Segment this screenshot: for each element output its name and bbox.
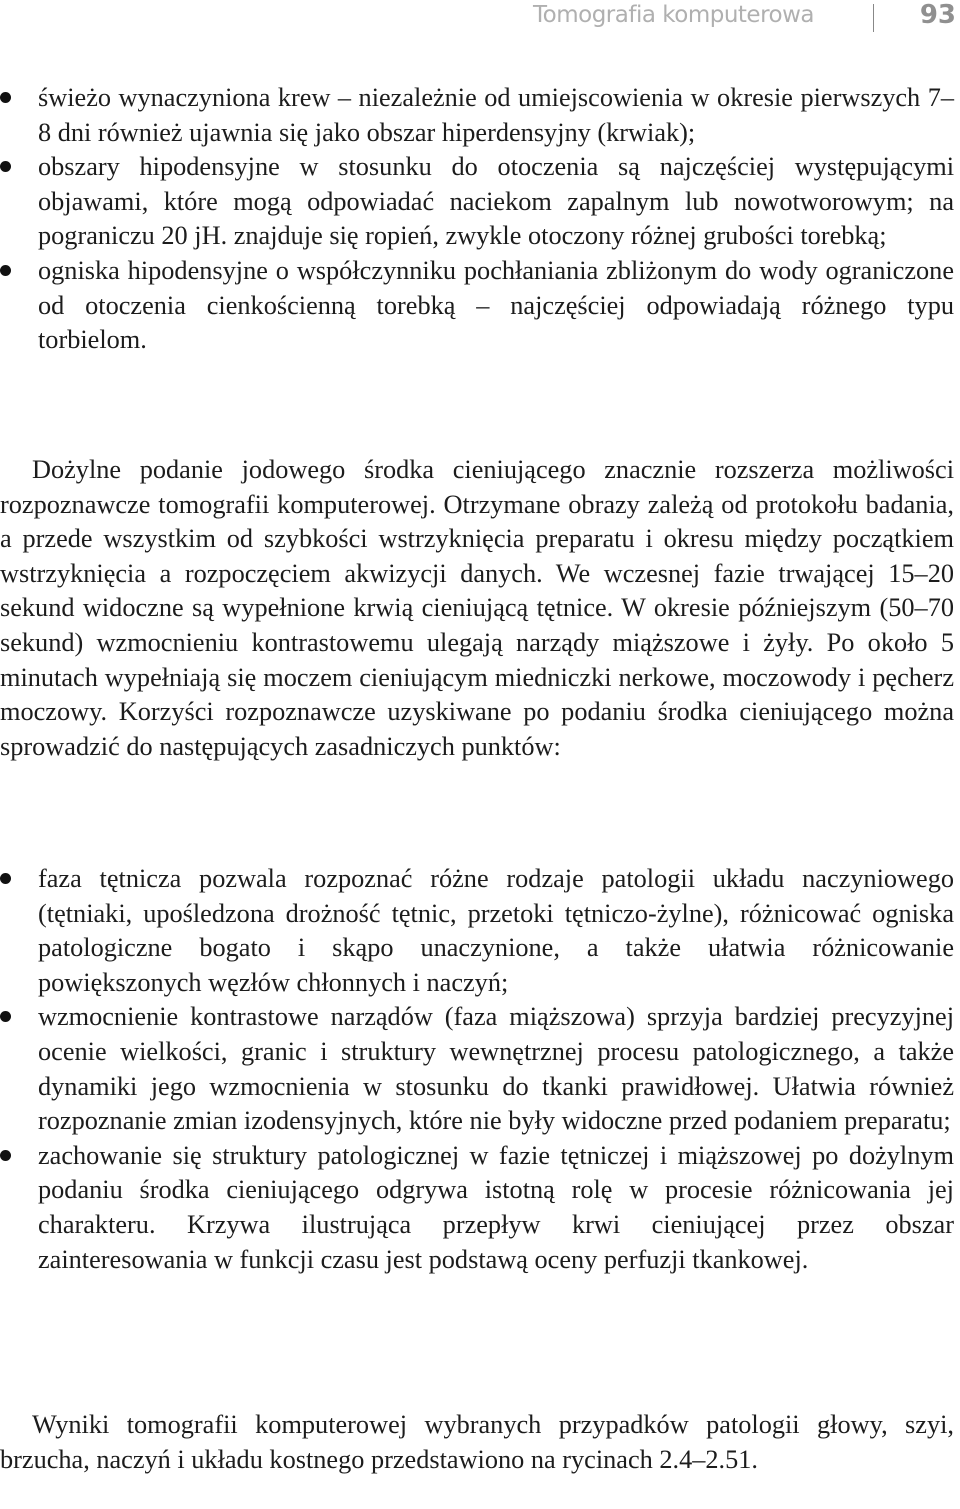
header-title: Tomografia komputerowa xyxy=(533,2,814,28)
list-item xyxy=(0,862,954,1000)
bullet-list-findings xyxy=(0,81,954,358)
bullet-icon xyxy=(0,161,11,172)
header-divider xyxy=(873,4,874,32)
body-paragraph: Dożylne podanie jodowego środka cieniującego znacznie rozszerza możliwości rozpoznawcze tomografii komputerowej. Otrzymane obrazy zależą od protokołu badania, a przede wszystkim od szybkości wstrzyknięcia preparatu i okresu między początkiem wstrzyknięcia a rozpoczęciem akwizycji danych. We wczesnej fazie trwającej 15–20 sekund widoczne są wypełnione krwią cieniującą tętnice. W okresie późniejszym (50–70 sekund) wzmocnieniu kontrastowemu ulegają narządy miąższowe i żyły. Po około 5 minutach wypełniają się moczem cieniującym miedniczki nerkowe, moczowody i pęcherz moczowy. Korzyści rozpoznawcze uzyskiwane po podaniu środka cieniującego można sprowadzić do następujących zasadniczych punktów: xyxy=(0,455,954,761)
list-item-text: obszary hipodensyjne w stosunku do otoczenia są najczęściej występującymi objawami, które mogą odpowiadać naciekom zapalnym lub nowotworowym; na pograniczu 20 jH. znajduje się ropień, zwykle otoczony różnej grubości torebką; xyxy=(38,152,954,251)
bullet-icon xyxy=(0,265,11,276)
list-item xyxy=(0,150,954,254)
list-item xyxy=(0,1139,954,1277)
list-item-text: ogniska hipodensyjne o współczynniku pochłaniania zbliżonym do wody ograniczone od otoczenia cienkościenną torebką – najczęściej odpowiadają różnego typu torbielom. xyxy=(38,255,954,355)
list-item-text: zachowanie się struktury patologicznej w fazie tętniczej i miąższowej po dożylnym podaniu środka cieniującego odgrywa istotną rolę w procesie różnicowania jej charakteru. Krzywa ilustrująca przepływ krwi cieniującej przez obszar zainteresowania w funkcji czasu jest podstawą oceny perfuzji tkankowej. xyxy=(38,1140,954,1274)
running-header xyxy=(0,0,960,36)
page-number: 93 xyxy=(919,0,956,30)
list-item-text: faza tętnicza pozwala rozpoznać różne rodzaje patologii układu naczyniowego (tętniaki, upośledzona drożność tętnic, przetoki tętniczo-żylne), różnicować ogniska patologiczne bogato i skąpo unaczynione, a także ułatwia różnicowanie powiększonych węzłów chłonnych i naczyń; xyxy=(38,864,954,997)
bullet-icon xyxy=(0,1150,11,1161)
list-item xyxy=(0,254,954,358)
bullet-icon xyxy=(0,92,11,103)
list-item xyxy=(0,1000,954,1138)
bullet-list-benefits xyxy=(0,862,954,1277)
list-item-text: wzmocnienie kontrastowe narządów (faza miąższowa) sprzyja bardziej precyzyjnej ocenie wielkości, granic i struktury wewnętrznej procesu patologicznego, a także dynamiki jego wzmocnienia w stosunku do tkanki prawidłowej. Ułatwia również rozpoznanie zmian izodensyjnych, które nie były widoczne przed podaniem preparatu; xyxy=(38,1002,954,1136)
bullet-icon xyxy=(0,1011,11,1022)
bullet-icon xyxy=(0,873,11,884)
closing-paragraph: Wyniki tomografii komputerowej wybranych przypadków patologii głowy, szyi, brzucha, naczyń i układu kostnego przedstawiono na rycinach 2.4–2.51. xyxy=(0,1410,954,1474)
list-item xyxy=(0,81,954,150)
list-item-text: świeżo wynaczyniona krew – niezależnie od umiejscowienia w okresie pierwszych 7–8 dni również ujawnia się jako obszar hiperdensyjny (krwiak); xyxy=(38,83,954,147)
